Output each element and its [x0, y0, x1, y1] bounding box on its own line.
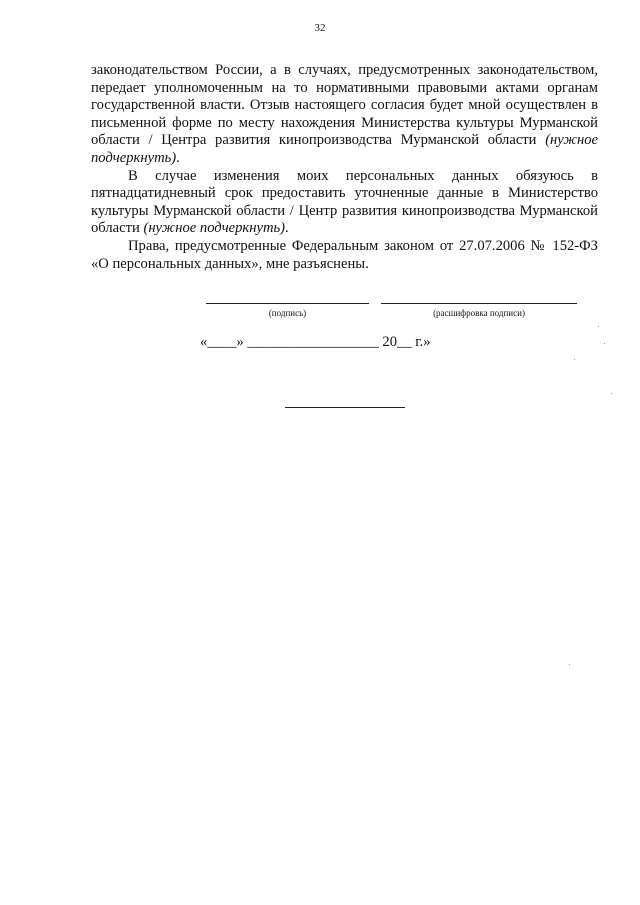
- paragraph-note: (нужное подчеркнуть): [91, 132, 598, 166]
- signature-line: [206, 303, 369, 304]
- document-body: [91, 62, 598, 273]
- signature-decode-line: [381, 303, 577, 304]
- paragraph-data-change: В случае изменения моих персональных данных обязуюсь в пятнадцатидневный срок предоставить уточненные данные в Министерство культуры Мурманской области / Центр развития кинопроизводства Мурманской области (нужное подчеркнуть).: [91, 167, 598, 237]
- date-line: «____» __________________ 20__ г.»: [200, 334, 431, 350]
- scan-speck: [569, 664, 570, 665]
- scan-speck: [574, 359, 575, 360]
- paragraph-text: В случае изменения моих персональных данных обязуюсь в пятнадцатидневный срок предоставить уточненные данные в Министерство культуры Мурманской области / Центр развития кинопроизводства Мурманской области: [91, 167, 598, 237]
- scan-speck: [598, 326, 599, 327]
- paragraph-note: (нужное подчеркнуть): [143, 220, 286, 237]
- scan-speck: [611, 393, 612, 394]
- page-number: 32: [314, 22, 326, 34]
- scan-speck: [604, 343, 605, 344]
- end-rule: [285, 407, 405, 408]
- signature-caption: (подпись): [268, 308, 307, 318]
- paragraph-consent-withdrawal: законодательством России, а в случаях, предусмотренных законодательством, передает уполномоченным на то нормативными правовыми актами органам государственной власти. Отзыв настоящего согласия будет мной осуществлен в письменной форме по месту нахождения Министерства культуры Мурманской области / Центра развития кинопроизводства Мурманской области (нужное подчеркнуть).: [91, 62, 598, 166]
- paragraph-text: законодательством России, а в случаях, предусмотренных законодательством, передает уполномоченным на то нормативными правовыми актами органам государственной власти. Отзыв настоящего согласия будет мной осуществлен в письменной форме по месту нахождения Министерства культуры Мурманской области / Центра развития кинопроизводства Мурманской области: [91, 62, 598, 149]
- signature-decode-caption: (расшифровка подписи): [433, 308, 525, 318]
- paragraph-rights: Права, предусмотренные Федеральным законом от 27.07.2006 № 152-ФЗ «О персональных данных», мне разъяснены.: [91, 237, 598, 272]
